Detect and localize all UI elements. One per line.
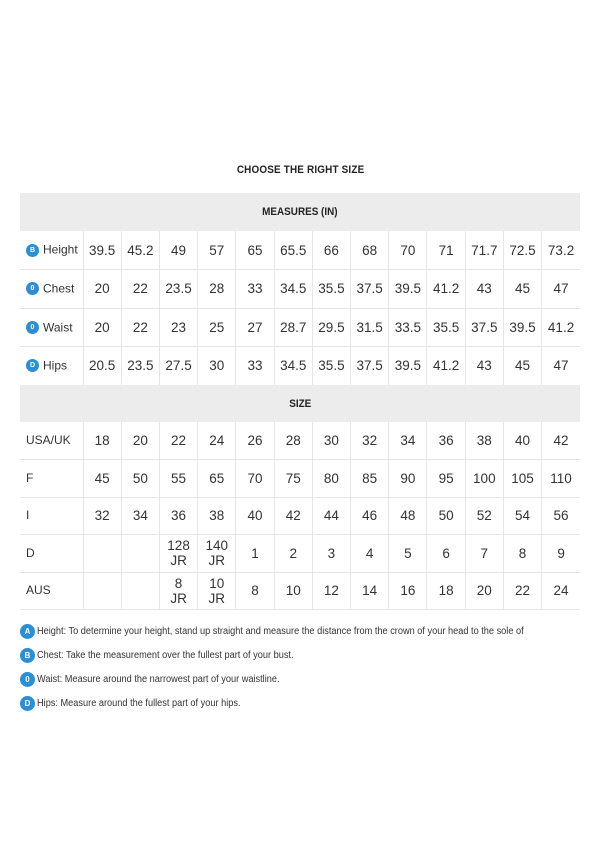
- row-label: [20, 308, 83, 347]
- table-cell: 32: [351, 422, 389, 460]
- table-cell: 43: [465, 270, 503, 309]
- note-badge-icon: 0: [20, 672, 35, 687]
- table-cell: 20.5: [83, 347, 121, 386]
- row-label: I: [20, 497, 83, 535]
- table-cell: [83, 535, 121, 573]
- table-cell: 31.5: [351, 308, 389, 347]
- measure-badge-icon: B: [26, 244, 39, 257]
- size-section-header: [20, 385, 580, 422]
- table-cell: 37.5: [351, 270, 389, 309]
- table-cell: 55: [159, 460, 197, 498]
- note-badge-icon: A: [20, 624, 35, 639]
- table-cell: 36: [427, 422, 465, 460]
- table-cell: 90: [389, 460, 427, 498]
- table-cell: 20: [83, 270, 121, 309]
- table-cell: 39.5: [389, 347, 427, 386]
- table-cell: 70: [389, 231, 427, 270]
- row-label: USA/UK: [20, 422, 83, 460]
- table-cell: 22: [121, 270, 159, 309]
- table-cell: 75: [274, 460, 312, 498]
- table-cell: 30: [198, 347, 236, 386]
- note-text: Chest: Take the measurement over the fullest part of your bust.: [37, 649, 294, 661]
- measure-label: Height: [43, 242, 78, 257]
- table-cell: 54: [503, 497, 541, 535]
- table-cell: 72.5: [503, 231, 541, 270]
- table-cell: 23.5: [159, 270, 197, 309]
- size-row-aus: [20, 572, 580, 610]
- measure-label: Chest: [43, 281, 75, 296]
- table-cell: 35.5: [427, 308, 465, 347]
- table-cell: 16: [389, 572, 427, 610]
- note-text: Waist: Measure around the narrowest part of your waistline.: [37, 673, 280, 685]
- table-cell: 43: [465, 347, 503, 386]
- table-cell: 24: [198, 422, 236, 460]
- table-cell: 14: [351, 572, 389, 610]
- size-row-f: [20, 460, 580, 498]
- measure-badge-icon: 0: [26, 282, 39, 295]
- table-cell: 8: [503, 535, 541, 573]
- table-cell: 36: [159, 497, 197, 535]
- table-cell: 33: [236, 347, 274, 386]
- measures-row-hips: [20, 347, 580, 386]
- table-cell: 110: [542, 460, 580, 498]
- table-cell: 20: [83, 308, 121, 347]
- table-cell: 34: [389, 422, 427, 460]
- note-badge-icon: D: [20, 696, 35, 711]
- table-cell: 65: [198, 460, 236, 498]
- table-cell: 39.5: [83, 231, 121, 270]
- table-cell: 18: [427, 572, 465, 610]
- table-cell: 128 JR: [159, 535, 197, 573]
- table-cell: 49: [159, 231, 197, 270]
- table-cell: 1: [236, 535, 274, 573]
- table-cell: 41.2: [542, 308, 580, 347]
- table-cell: 40: [236, 497, 274, 535]
- table-cell: 48: [389, 497, 427, 535]
- table-cell: 6: [427, 535, 465, 573]
- row-label: D: [20, 535, 83, 573]
- table-cell: 7: [465, 535, 503, 573]
- table-cell: 20: [121, 422, 159, 460]
- note-item: [20, 619, 600, 643]
- table-cell: 56: [542, 497, 580, 535]
- table-cell: 28: [274, 422, 312, 460]
- table-cell: 35.5: [312, 347, 350, 386]
- table-cell: 8 JR: [159, 572, 197, 610]
- table-cell: 45: [503, 347, 541, 386]
- table-cell: 71: [427, 231, 465, 270]
- table-cell: 65: [236, 231, 274, 270]
- size-row-usa-uk: [20, 422, 580, 460]
- table-cell: 4: [351, 535, 389, 573]
- table-cell: 57: [198, 231, 236, 270]
- note-text: Hips: Measure around the fullest part of your hips.: [37, 697, 241, 709]
- table-cell: 3: [312, 535, 350, 573]
- table-cell: 50: [427, 497, 465, 535]
- table-cell: 29.5: [312, 308, 350, 347]
- table-cell: 22: [503, 572, 541, 610]
- table-cell: 32: [83, 497, 121, 535]
- table-cell: 44: [312, 497, 350, 535]
- table-cell: 50: [121, 460, 159, 498]
- table-cell: 47: [542, 270, 580, 309]
- table-cell: 66: [312, 231, 350, 270]
- table-cell: 105: [503, 460, 541, 498]
- table-cell: 33: [236, 270, 274, 309]
- table-cell: 38: [198, 497, 236, 535]
- table-cell: 37.5: [351, 347, 389, 386]
- note-badge-icon: B: [20, 648, 35, 663]
- table-cell: 34: [121, 497, 159, 535]
- table-cell: 71.7: [465, 231, 503, 270]
- table-cell: 20: [465, 572, 503, 610]
- table-cell: 39.5: [503, 308, 541, 347]
- size-row-i: [20, 497, 580, 535]
- note-item: [20, 643, 600, 667]
- table-cell: [121, 572, 159, 610]
- table-cell: 10 JR: [198, 572, 236, 610]
- measures-heading: MEASURES (IN): [262, 206, 338, 218]
- measures-section-header: [20, 193, 580, 231]
- table-cell: [83, 572, 121, 610]
- table-cell: 27.5: [159, 347, 197, 386]
- row-label: [20, 270, 83, 309]
- measure-badge-icon: 0: [26, 321, 39, 334]
- table-cell: 10: [274, 572, 312, 610]
- row-label: [20, 231, 83, 270]
- table-cell: 28.7: [274, 308, 312, 347]
- table-cell: 23: [159, 308, 197, 347]
- measure-label: Waist: [43, 319, 73, 334]
- note-item: [20, 667, 600, 691]
- table-cell: 33.5: [389, 308, 427, 347]
- table-cell: 12: [312, 572, 350, 610]
- page-title: CHOOSE THE RIGHT SIZE: [236, 164, 365, 176]
- table-cell: 45: [503, 270, 541, 309]
- table-cell: 70: [236, 460, 274, 498]
- table-cell: 22: [159, 422, 197, 460]
- table-cell: 26: [236, 422, 274, 460]
- table-cell: 9: [542, 535, 580, 573]
- table-cell: 140 JR: [198, 535, 236, 573]
- table-cell: 42: [542, 422, 580, 460]
- table-cell: 38: [465, 422, 503, 460]
- table-cell: 45: [83, 460, 121, 498]
- table-cell: 18: [83, 422, 121, 460]
- table-cell: 40: [503, 422, 541, 460]
- table-cell: 25: [198, 308, 236, 347]
- note-item: [20, 691, 600, 715]
- row-label: [20, 347, 83, 386]
- measurement-notes: [20, 619, 600, 715]
- table-cell: 35.5: [312, 270, 350, 309]
- table-cell: 46: [351, 497, 389, 535]
- table-cell: 22: [121, 308, 159, 347]
- table-cell: 2: [274, 535, 312, 573]
- table-cell: 8: [236, 572, 274, 610]
- measures-table: [20, 231, 580, 386]
- table-cell: 85: [351, 460, 389, 498]
- size-row-d: [20, 535, 580, 573]
- table-cell: 41.2: [427, 347, 465, 386]
- table-cell: [121, 535, 159, 573]
- table-cell: 45.2: [121, 231, 159, 270]
- row-label: AUS: [20, 572, 83, 610]
- size-heading: SIZE: [288, 397, 311, 410]
- table-cell: 28: [198, 270, 236, 309]
- measures-row-chest: [20, 270, 580, 309]
- table-cell: 47: [542, 347, 580, 386]
- table-cell: 41.2: [427, 270, 465, 309]
- table-cell: 39.5: [389, 270, 427, 309]
- table-cell: 34.5: [274, 270, 312, 309]
- measure-badge-icon: D: [26, 359, 39, 372]
- size-table: [20, 422, 580, 610]
- measure-label: Hips: [43, 358, 68, 373]
- row-label: F: [20, 460, 83, 498]
- table-cell: 34.5: [274, 347, 312, 386]
- table-cell: 5: [389, 535, 427, 573]
- table-cell: 42: [274, 497, 312, 535]
- table-cell: 80: [312, 460, 350, 498]
- table-cell: 24: [542, 572, 580, 610]
- measures-row-height: [20, 231, 580, 270]
- table-cell: 30: [312, 422, 350, 460]
- table-cell: 27: [236, 308, 274, 347]
- note-text: Height: To determine your height, stand up straight and measure the distance from the crown of your head to the sole of: [37, 625, 524, 637]
- table-cell: 68: [351, 231, 389, 270]
- table-cell: 100: [465, 460, 503, 498]
- measures-row-waist: [20, 308, 580, 347]
- table-cell: 37.5: [465, 308, 503, 347]
- table-cell: 23.5: [121, 347, 159, 386]
- table-cell: 65.5: [274, 231, 312, 270]
- table-cell: 52: [465, 497, 503, 535]
- table-cell: 73.2: [542, 231, 580, 270]
- table-cell: 95: [427, 460, 465, 498]
